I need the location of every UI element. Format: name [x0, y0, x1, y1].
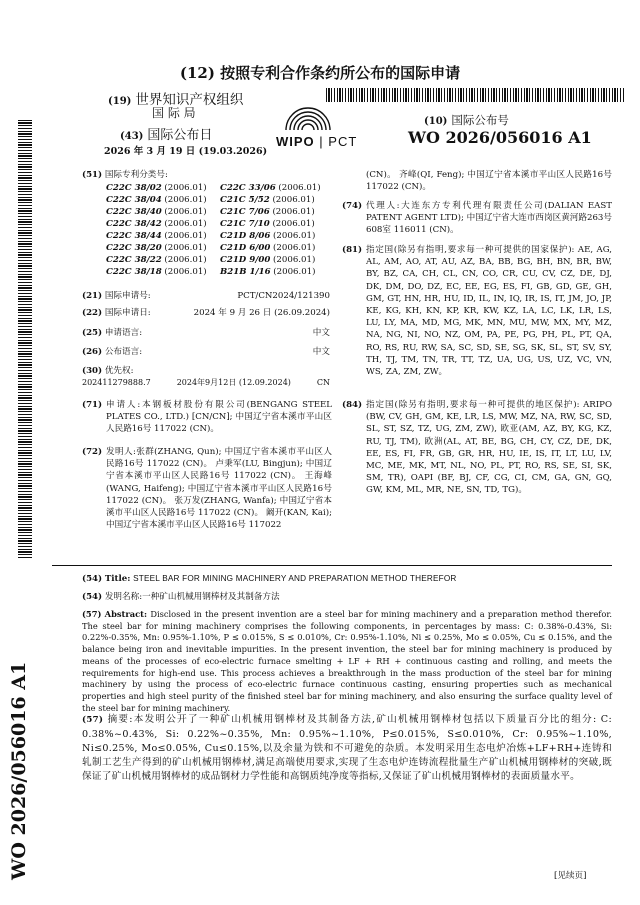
applicant-code: (71) [82, 400, 103, 410]
ipc-cell: C21C 7/10 (2006.01) [220, 219, 315, 230]
pct-text: PCT [328, 134, 358, 149]
title-chinese [82, 591, 612, 603]
applicant-text: 申请人:本钢板材股份有限公司(BENGANG STEEL PLATES CO., LTD.) [CN/CN]; 中国辽宁省本溪市平山区人民路16号 117022 (CN)。 [106, 400, 332, 435]
ipc-section [82, 169, 330, 278]
ipc-cell: C22C 38/20 (2006.01) [106, 243, 207, 254]
regional-code: (84) [342, 400, 363, 410]
ipc-cell: C21D 9/00 (2006.01) [220, 255, 316, 266]
app-no-value: PCT/CN2024/121390 [237, 291, 330, 301]
pubno-label: 国际公布号 [451, 113, 509, 127]
ipc-cell: B21B 1/16 (2006.01) [220, 267, 316, 278]
abstract-cn-text: 本发明公开了一种矿山机械用钢棒材及其制备方法,矿山机械用钢棒材包括以下质量百分比的组分: C: 0.38%~0.43%, Si: 0.22%~0.35%, Mn: 0.95%~1.10%, P≤0.015%, S≤0.010%, Cr: 0.95%~1.10%, Ni≤0.25%, Mo≤0.05%, Cu≤0.15%,以及余量为铁和不可避免的杂质。本发明采用生态电炉冶炼+LF+RH+连铸和轧制工艺生产得到的矿山机械用钢棒材,满足高端使用要求,实现了生态电炉连铸流程批量生产矿山机械用钢棒材的突破,既保证了矿山机械用钢棒材的成品钢材力学性能和高钢质纯净度等指标,又保证了矿山机械用钢棒材的表面质量水平。 [82, 714, 612, 782]
filing-value: 2024 年 9 月 26 日 (26.09.2024) [193, 308, 330, 318]
ipc-row [106, 206, 330, 218]
ipc-row [106, 254, 330, 266]
inventors-code: (72) [82, 447, 103, 457]
ipc-cell: C21C 7/06 (2006.01) [220, 207, 315, 218]
side-barcode [18, 120, 32, 560]
org-code: (19) [108, 96, 132, 107]
ipc-cell: C22C 38/22 (2006.01) [106, 255, 207, 266]
ipc-cell: C21D 6/00 (2006.01) [220, 243, 316, 254]
ipc-cell: C22C 38/44 (2006.01) [106, 231, 207, 242]
ipc-row [106, 182, 330, 194]
abstract-english [82, 609, 612, 714]
priority-number: 202411279888.7 [82, 378, 151, 388]
agent-text: 代理人:大连东方专利代理有限责任公司(DALIAN EAST PATENT AGENT LTD); 中国辽宁省大连市西岗区黄河路263号608室 116011 (CN)。 [366, 201, 612, 236]
abstract-chinese [82, 713, 612, 784]
ipc-cell: C22C 38/42 (2006.01) [106, 219, 207, 230]
applicant-field [82, 399, 332, 436]
app-no-label: 国际申请号: [104, 291, 151, 301]
wipo-wordmark: WIPO | PCT [276, 134, 358, 149]
filing-label: 国际申请日: [104, 308, 151, 318]
pubno-value: WO 2026/056016 A1 [408, 128, 592, 147]
inventors-continued: (CN)。 齐峰(QI, Feng); 中国辽宁省本溪市平山区人民路16号 117022 (CN)。 [366, 170, 612, 193]
ipc-row [106, 266, 330, 278]
title-en-text: STEEL BAR FOR MINING MACHINERY AND PREPARATION METHOD THEREFOR [133, 574, 457, 583]
pubno-code: (10) [424, 116, 448, 127]
agent-field [342, 200, 612, 237]
national-text: 指定国(除另有指明,要求每一种可提供的国家保护): AE, AG, AL, AM, AO, AT, AU, AZ, BA, BB, BG, BH, BN, BR, BW, BY, BZ, CA, CH, CL, CN, CO, CR, CU, CV, CZ, DE, DJ, DK, DM, DO, DZ, EC, EE, EG, ES, FI, GB, GD, GE, GH, GM, GT, HN, HR, HU, ID, IL, IN, IQ, IR, IS, IT, JM, JO, JP, KE, KG, KH, KN, KP, KR, KW, KZ, LA, LC, LK, LR, LS, LU, LY, MA, MD, MG, MK, MN, MU, MW, MX, MY, MZ, NA, NG, NI, NO, NZ, OM, PA, PE, PG, PH, PL, PT, QA, RO, RS, RU, RW, SA, SC, SD, SE, SG, SK, SL, ST, SV, SY, TH, TJ, TM, TN, TR, TT, TZ, UA, UG, US, UZ, VC, VN, WS, ZA, ZM, ZW。 [366, 245, 612, 378]
designated-states-regional [342, 399, 612, 497]
filing-date-field [82, 307, 330, 319]
designated-states-national [342, 244, 612, 378]
title-cn-code: (54) [82, 592, 103, 602]
side-publication-number: WO 2026/056016 A1 [8, 661, 30, 880]
title-en-label: Title: [104, 574, 131, 584]
abstract-cn-code: (57) [82, 715, 104, 725]
ipc-cell: C21C 5/52 (2006.01) [220, 195, 315, 206]
continued-marker: [见续页] [554, 871, 587, 881]
pubno-block [424, 112, 509, 128]
title-cn-text: 一种矿山机械用钢棒材及其制备方法 [142, 592, 280, 602]
filing-code: (22) [82, 308, 103, 318]
abstract-en-text: Disclosed in the present invention are a steel bar for mining machinery and a preparation method therefor. The steel bar for mining machinery comprises the following components, in percentages by mass: C: 0.38%-0.43%, Si: 0.22%-0.35%, Mn: 0.95%-1.10%, P ≤ 0.015%, S ≤ 0.010%, Cr: 0.95%-1.10%, Ni ≤ 0.25%, Mo ≤ 0.05%, Cu ≤ 0.15%, and the balance being iron and inevitable impurities. In the present invention, the steel bar for mining machinery is produced by means of the processes of eco-electric furnace smelting + LF + RH + continuous casting and rolling, and meets the requirements for high-end use. This process achieves a breakthrough in the mass production of the steel bar for mining machinery by using the process of eco-electric furnace continuous casting, ensuring properties such as mechanical properties and high steel purity of the finished steel bar for mining machinery, and also ensuring the surface quality level of the steel bar for mining machinery. [82, 609, 613, 713]
pubdate-label: 国际公布日 [147, 128, 213, 143]
ipc-label: 国际专利分类号: [104, 170, 168, 180]
agent-code: (74) [342, 201, 363, 211]
document-title: (12) 按照专利合作条约所公布的国际申请 [179, 64, 461, 82]
app-no-code: (21) [82, 291, 103, 301]
ipc-row [106, 194, 330, 206]
app-number-field [82, 290, 330, 302]
wipo-text: WIPO [276, 134, 315, 149]
pubdate-block [120, 124, 212, 143]
ipc-row [106, 218, 330, 230]
pubdate-code: (43) [120, 131, 144, 142]
org-bureau: 国 际 局 [152, 106, 196, 120]
priority-label: 优先权: [104, 366, 134, 376]
org-name: 世界知识产权组织 [135, 92, 244, 108]
priority-field [82, 365, 330, 389]
lang-value: 中文 [312, 328, 330, 338]
ipc-code: (51) [82, 170, 103, 180]
priority-country: CN [316, 378, 330, 388]
pubdate-value: 2026 年 3 月 19 日 (19.03.2026) [104, 146, 268, 157]
ipc-cell: C22C 33/06 (2006.01) [220, 183, 321, 194]
ipc-row [106, 242, 330, 254]
regional-text: 指定国(除另有指明,要求每一种可提供的地区保护): ARIPO (BW, CV, GH, GM, KE, LR, LS, MW, MZ, NA, RW, SC, SD, SL, ST, SZ, TZ, UG, ZM, ZW), 欧亚(AM, AZ, BY, KG, KZ, RU, TJ, TM), 欧洲(AL, AT, BE, BG, CH, CY, CZ, DE, DK, EE, ES, FI, FR, GB, GR, HR, HU, IE, IS, IT, LT, LU, LV, MC, ME, MK, MT, NL, NO, PL, PT, RO, RS, SE, SI, SK, SM, TR), OAPI (BF, BJ, CF, CG, CI, CM, GA, GN, GQ, GW, KM, ML, MR, NE, SN, TD, TG)。 [366, 400, 612, 496]
ipc-cell: C21D 8/06 (2006.01) [220, 231, 316, 242]
inventors-field [82, 446, 332, 531]
priority-code: (30) [82, 366, 103, 376]
title-english [82, 573, 612, 585]
lang-code: (25) [82, 328, 103, 338]
priority-date: 2024年9月12日 (12.09.2024) [176, 378, 291, 388]
abstract-cn-label: 摘要: [107, 714, 133, 725]
filing-language-field [82, 327, 330, 339]
ipc-row [106, 230, 330, 242]
header-barcode [326, 88, 624, 102]
ipc-cell: C22C 38/02 (2006.01) [106, 183, 207, 194]
ipc-table [82, 182, 330, 278]
abstract-en-code: (57) [82, 609, 102, 619]
publang-value: 中文 [312, 347, 330, 357]
ipc-heading [82, 169, 330, 181]
publication-language-field [82, 346, 330, 358]
publang-code: (26) [82, 347, 103, 357]
title-cn-label: 发明名称: [104, 592, 143, 602]
abstract-en-label: Abstract: [104, 609, 148, 619]
ipc-cell: C22C 38/40 (2006.01) [106, 207, 207, 218]
national-code: (81) [342, 245, 363, 255]
publang-label: 公布语言: [104, 347, 143, 357]
ipc-cell: C22C 38/04 (2006.01) [106, 195, 207, 206]
lang-label: 申请语言: [104, 328, 143, 338]
title-en-code: (54) [82, 574, 103, 584]
section-divider [52, 565, 612, 566]
ipc-cell: C22C 38/18 (2006.01) [106, 267, 207, 278]
inventors-text: 发明人:张群(ZHANG, Qun); 中国辽宁省本溪市平山区人民路16号 117022 (CN)。 卢秉军(LU, Bingjun); 中国辽宁省本溪市平山区人民路16号 117022 (CN)。 王海峰(WANG, Haifeng); 中国辽宁省本溪市平山区人民路16号 117022 (CN)。 张万发(ZHANG, Wanfa); 中国辽宁省本溪市平山区人民路16号 117022 (CN)。 阚开(KAN, Kai); 中国辽宁省本溪市平山区人民路16号 117022 [106, 447, 332, 531]
